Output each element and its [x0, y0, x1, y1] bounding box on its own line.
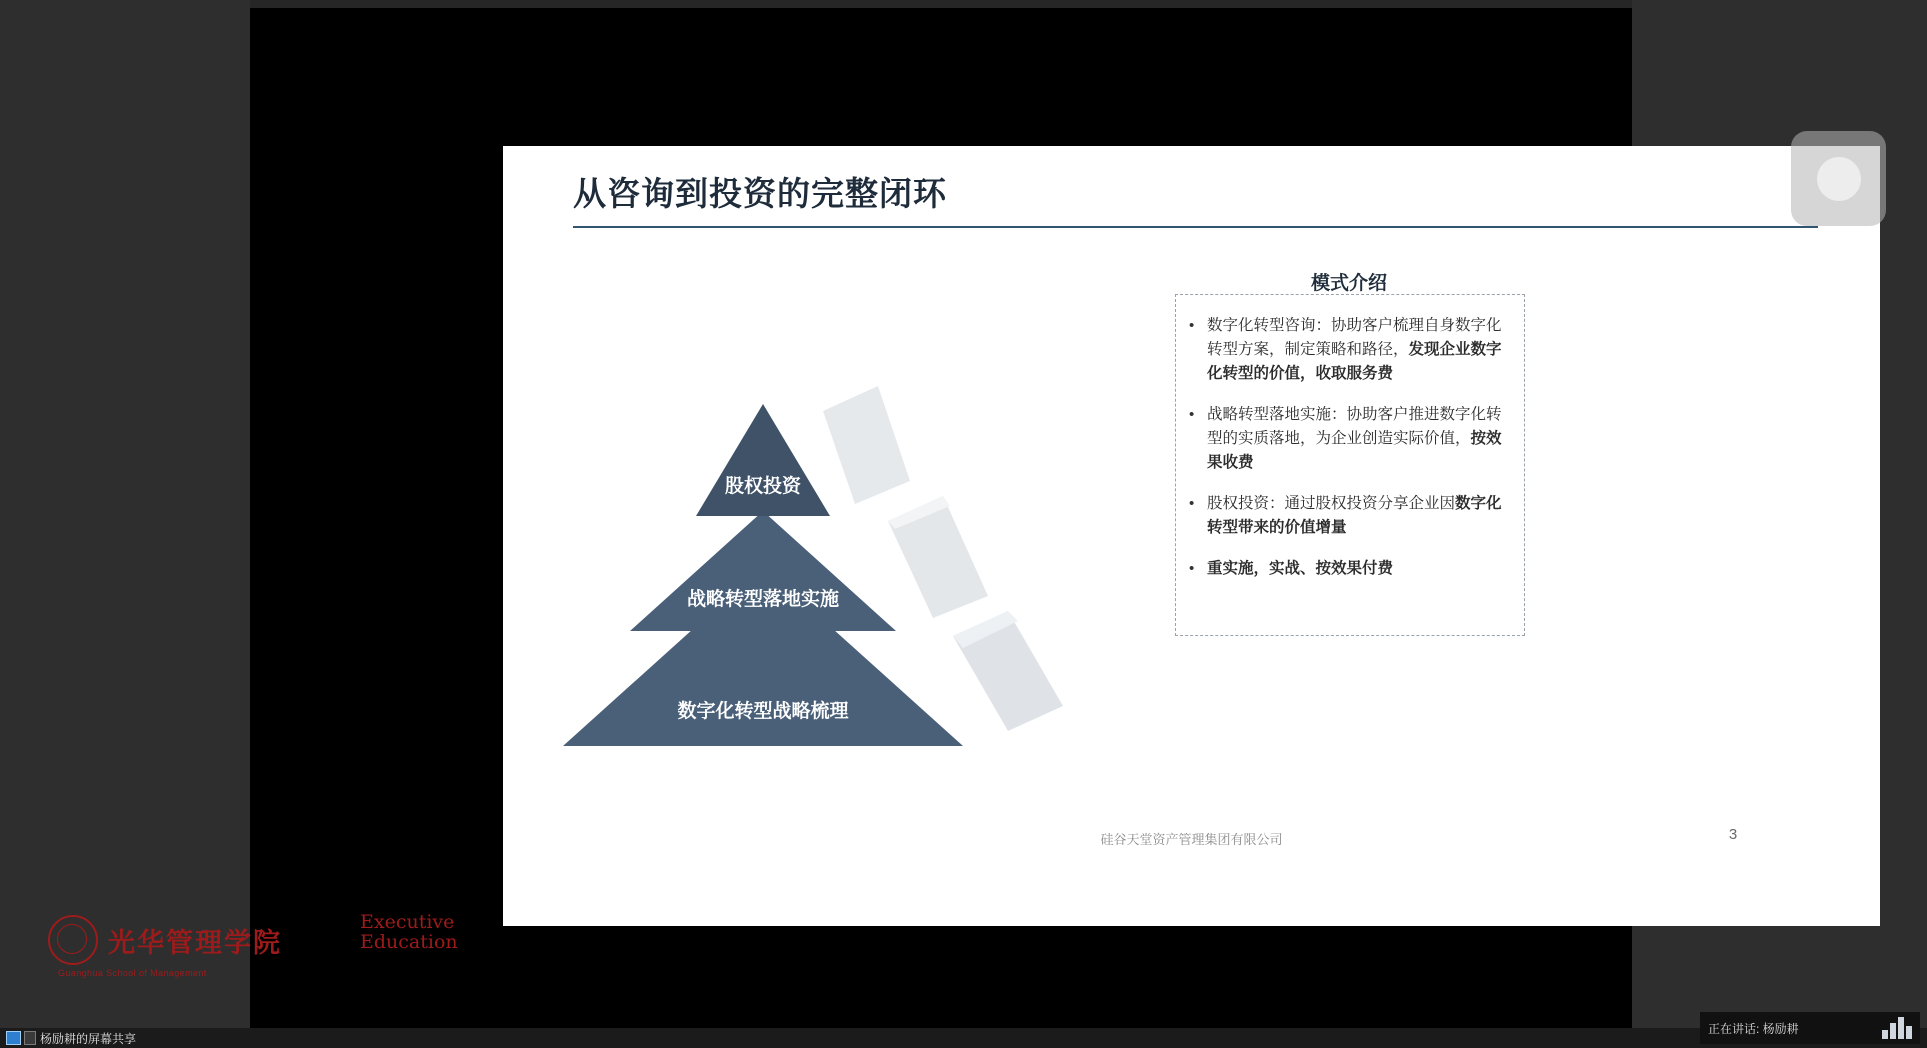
taskbar-share-label: 杨励耕的屏幕共享	[40, 1031, 137, 1046]
logo-chinese-name: 光华管理学院	[108, 927, 282, 959]
logo-program-line-1: Executive	[360, 911, 455, 933]
slide-footer-company: 硅谷天堂资产管理集团有限公司	[1100, 832, 1283, 847]
bullet-mark: •	[1189, 317, 1195, 334]
active-speaker-label: 正在讲话: 杨励耕	[1708, 1021, 1799, 1036]
logo-english-name: Guanghua School of Management	[58, 968, 207, 978]
list-item	[1189, 557, 1509, 581]
desktop-left-background	[0, 0, 250, 1048]
intro-bullet-list	[1189, 314, 1509, 598]
school-logo	[48, 905, 468, 975]
bullet-text: 战略转型落地实施：协助客户推进数字化转型的实质落地，为企业创造实际价值，按效果收费	[1207, 406, 1502, 471]
bullet-text: 数字化转型咨询：协助客户梳理自身数字化转型方案，制定策略和路径，发现企业数字化转型的价值，收取服务费	[1207, 317, 1502, 382]
list-item	[1189, 403, 1509, 475]
slide-title: 从咨询到投资的完整闭环	[573, 175, 947, 212]
bullet-mark: •	[1189, 560, 1195, 577]
audio-level-meter-icon	[1880, 1017, 1912, 1039]
pyramid-layer-label-middle: 战略转型落地实施	[686, 589, 839, 610]
window-icon	[24, 1031, 36, 1045]
logo-program-line-2: Education	[360, 931, 458, 953]
pyramid-layer-label-bottom: 数字化转型战略梳理	[677, 701, 849, 722]
taskbar	[0, 1028, 1927, 1048]
monitor-icon	[6, 1031, 21, 1045]
presentation-slide	[503, 146, 1880, 926]
pyramid-layer-label-top: 股权投资	[724, 476, 801, 497]
active-speaker-indicator	[1700, 1012, 1920, 1044]
taskbar-share-item[interactable]	[6, 1030, 136, 1046]
bullet-text: 股权投资：通过股权投资分享企业因数字化转型带来的价值增量	[1207, 495, 1502, 536]
slide-page-number: 3	[1728, 826, 1738, 843]
shared-screen-region	[250, 8, 1738, 1028]
bullet-mark: •	[1189, 406, 1195, 423]
seal-icon	[48, 915, 98, 965]
list-item	[1189, 314, 1509, 386]
list-item	[1189, 492, 1509, 540]
pyramid-shapes	[548, 266, 1128, 766]
bullet-mark: •	[1189, 495, 1195, 512]
title-underline	[573, 226, 1818, 228]
pyramid-diagram	[548, 266, 1128, 766]
annotation-tool-badge[interactable]	[1791, 131, 1886, 226]
bullet-text: 重实施，实战、按效果付费	[1207, 560, 1394, 577]
badge-dot-icon	[1817, 157, 1861, 201]
intro-box-title: 模式介绍	[1310, 273, 1387, 294]
